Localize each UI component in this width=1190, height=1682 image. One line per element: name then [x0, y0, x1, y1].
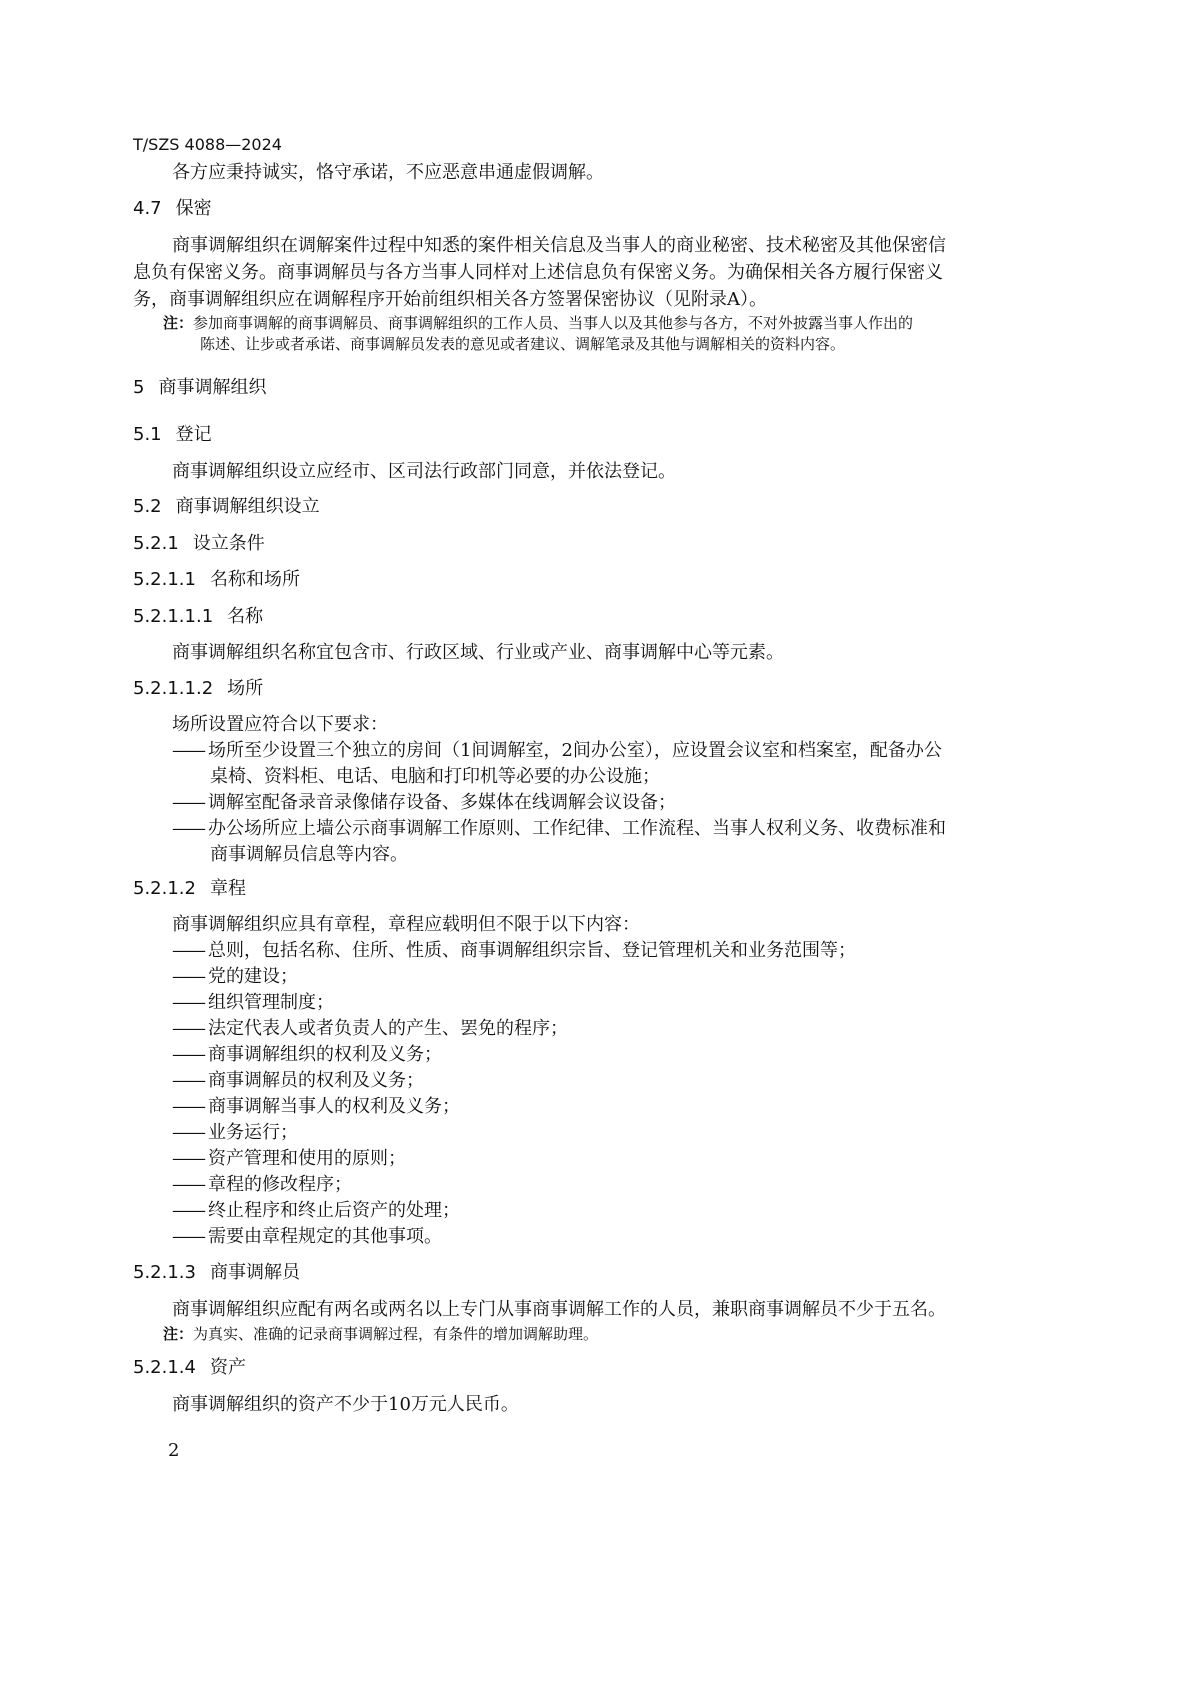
note [163, 1324, 598, 1344]
list-item [172, 940, 856, 962]
dash-marker: —— [172, 1044, 204, 1065]
list-item-text: 总则，包括名称、住所、性质、商事调解组织宗旨、登记管理机关和业务范围等； [208, 940, 856, 961]
section-title: 章程 [209, 878, 246, 899]
list-item-continuation: 桌椅、资料柜、电话、电脑和打印机等必要的办公设施； [210, 766, 660, 787]
paragraph: 商事调解组织设立应经市、区司法行政部门同意，并依法登记。 [172, 461, 676, 482]
list-item [172, 1148, 406, 1170]
dash-marker: —— [172, 940, 204, 961]
dash-marker: —— [172, 818, 204, 839]
list-item [172, 1122, 298, 1144]
paragraph: 商事调解组织的资产不少于10万元人民币。 [172, 1394, 519, 1415]
page-number: 2 [168, 1440, 180, 1461]
note-text: 陈述、让步或者承诺、商事调解员发表的意见或者建议、调解笔录及其他与调解相关的资料内容。 [200, 335, 846, 353]
list-item [172, 1200, 460, 1222]
section-number: 5.2.1.1 [133, 569, 196, 590]
list-item-text: 场所至少设置三个独立的房间（1间调解室，2间办公室），应设置会议室和档案室，配备办公 [208, 740, 942, 761]
paragraph: 各方应秉持诚实，恪守承诺，不应恶意串通虚假调解。 [172, 162, 604, 183]
dash-marker: —— [172, 966, 204, 987]
list-item-text: 调解室配备录音录像储存设备、多媒体在线调解会议设备； [208, 792, 676, 813]
section-number: 5.2.1.4 [133, 1357, 196, 1378]
list-item [172, 740, 942, 762]
note-label: 注： [163, 314, 194, 332]
section-title: 商事调解组织 [158, 377, 267, 398]
section-heading-5-2-1 [133, 533, 265, 555]
section-heading-5-2-1-2 [133, 878, 246, 900]
dash-marker: —— [172, 1070, 204, 1091]
list-item-text: 终止程序和终止后资产的处理； [208, 1200, 460, 1221]
section-title: 保密 [175, 198, 212, 219]
section-heading-5 [133, 377, 266, 399]
note-text: 为真实、准确的记录商事调解过程，有条件的增加调解助理。 [193, 1325, 599, 1343]
section-heading-5-2-1-1-2 [133, 678, 263, 700]
dash-marker: —— [172, 1174, 204, 1195]
list-item-text: 商事调解组织的权利及义务； [208, 1044, 442, 1065]
paragraph: 商事调解组织应配有两名或两名以上专门从事商事调解工作的人员，兼职商事调解员不少于五名。 [172, 1299, 946, 1320]
list-item-text: 组织管理制度； [208, 992, 334, 1013]
list-item-text: 法定代表人或者负责人的产生、罢免的程序； [208, 1018, 568, 1039]
section-number: 4.7 [133, 198, 162, 219]
paragraph: 商事调解组织名称宜包含市、行政区域、行业或产业、商事调解中心等元素。 [172, 642, 784, 663]
paragraph-line: 商事调解组织在调解案件过程中知悉的案件相关信息及当事人的商业秘密、技术秘密及其他保密信 [172, 235, 946, 256]
note-label: 注： [163, 1325, 194, 1343]
section-number: 5 [133, 377, 145, 398]
section-title: 设立条件 [192, 533, 265, 554]
dash-marker: —— [172, 992, 204, 1013]
list-item [172, 1226, 442, 1248]
section-heading-5-1 [133, 424, 212, 446]
section-number: 5.2.1 [133, 533, 179, 554]
list-item [172, 992, 334, 1014]
section-number: 5.2.1.1.1 [133, 606, 214, 627]
list-item [172, 1044, 442, 1066]
list-item-text: 章程的修改程序； [208, 1174, 352, 1195]
section-number: 5.2 [133, 496, 162, 517]
list-item [172, 1070, 424, 1092]
section-heading-5-2-1-1-1 [133, 606, 263, 628]
list-item [172, 818, 946, 840]
document-id: T/SZS 4088—2024 [133, 135, 282, 154]
dash-marker: —— [172, 1096, 204, 1117]
section-number: 5.1 [133, 424, 162, 445]
dash-marker: —— [172, 1200, 204, 1221]
paragraph: 商事调解组织应具有章程，章程应载明但不限于以下内容： [172, 914, 640, 935]
list-item-continuation: 商事调解员信息等内容。 [210, 844, 408, 865]
section-heading-5-2-1-3 [133, 1262, 300, 1284]
paragraph-line: 息负有保密义务。商事调解员与各方当事人同样对上述信息负有保密义务。为确保相关各方履行保密义 [133, 262, 943, 283]
list-item-text: 商事调解当事人的权利及义务； [208, 1096, 460, 1117]
note [163, 313, 913, 333]
section-heading-4-7 [133, 198, 212, 220]
list-item [172, 1174, 352, 1196]
section-title: 商事调解员 [209, 1262, 300, 1283]
list-item-text: 办公场所应上墙公示商事调解工作原则、工作纪律、工作流程、当事人权利义务、收费标准和 [208, 818, 946, 839]
section-number: 5.2.1.3 [133, 1262, 196, 1283]
dash-marker: —— [172, 792, 204, 813]
list-item [172, 1096, 460, 1118]
section-heading-5-2 [133, 496, 320, 518]
note-text: 参加商事调解的商事调解员、商事调解组织的工作人员、当事人以及其他参与各方，不对外披露当事人作出的 [193, 314, 914, 332]
dash-marker: —— [172, 1226, 204, 1247]
list-item-text: 需要由章程规定的其他事项。 [208, 1226, 442, 1247]
list-item-text: 资产管理和使用的原则； [208, 1148, 406, 1169]
paragraph: 场所设置应符合以下要求： [172, 714, 388, 735]
section-heading-5-2-1-4 [133, 1357, 246, 1379]
dash-marker: —— [172, 1148, 204, 1169]
list-item-text: 业务运行； [208, 1122, 298, 1143]
section-title: 资产 [209, 1357, 246, 1378]
dash-marker: —— [172, 1018, 204, 1039]
list-item-text: 商事调解员的权利及义务； [208, 1070, 424, 1091]
dash-marker: —— [172, 740, 204, 761]
list-item [172, 966, 298, 988]
section-title: 登记 [175, 424, 212, 445]
section-title: 商事调解组织设立 [175, 496, 320, 517]
section-number: 5.2.1.1.2 [133, 678, 214, 699]
section-title: 名称和场所 [209, 569, 300, 590]
section-title: 场所 [227, 678, 264, 699]
dash-marker: —— [172, 1122, 204, 1143]
section-title: 名称 [227, 606, 264, 627]
paragraph-line: 务，商事调解组织应在调解程序开始前组织相关各方签署保密协议（见附录A）。 [133, 289, 767, 310]
list-item [172, 792, 676, 814]
list-item [172, 1018, 568, 1040]
section-number: 5.2.1.2 [133, 878, 196, 899]
list-item-text: 党的建设； [208, 966, 298, 987]
section-heading-5-2-1-1 [133, 569, 300, 591]
